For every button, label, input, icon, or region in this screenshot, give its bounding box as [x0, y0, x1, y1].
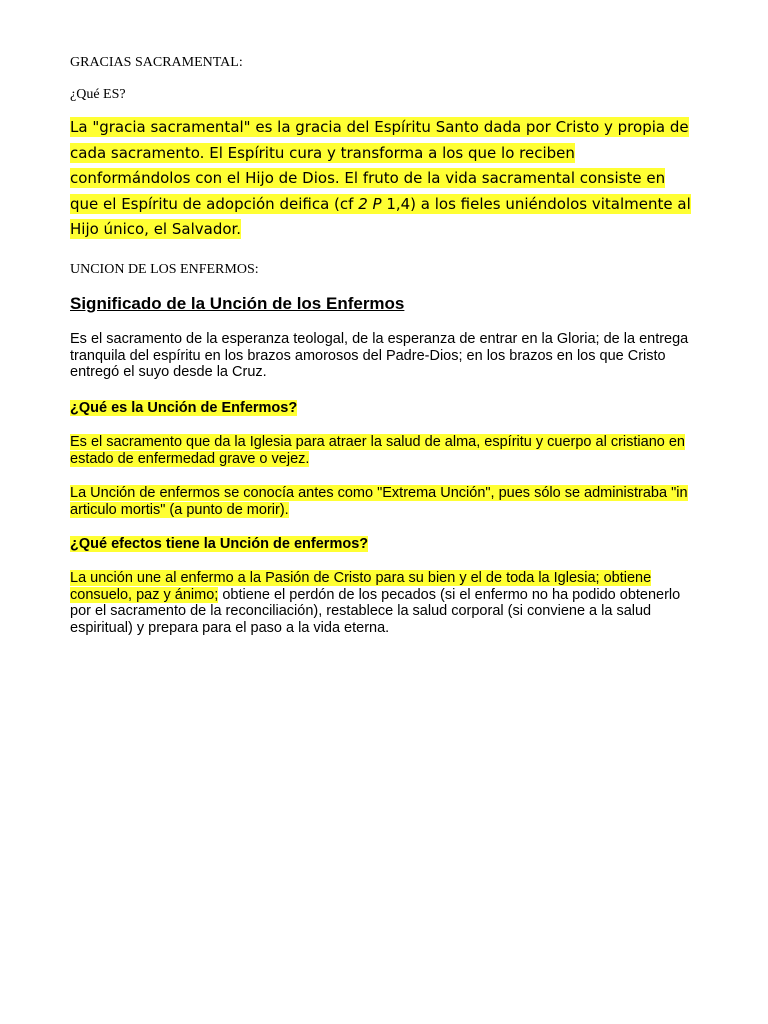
answer-2-highlight: La unción une al enfermo a la Pasión de Cristo para su bien y el de toda la Iglesia; obtiene consuelo, paz y ánimo;	[70, 570, 652, 603]
definition-text	[70, 117, 691, 239]
section-title: Significado de la Unción de los Enfermos	[70, 294, 405, 313]
definition-part2: 1,4) a los fieles uniéndolos vitalmente al Hijo único, el Salvador.	[70, 194, 691, 238]
answer-1-paragraph-1	[70, 434, 694, 467]
question-heading: ¿Qué ES?	[70, 87, 126, 102]
page-title: GRACIAS SACRAMENTAL:	[70, 55, 243, 70]
question-1	[70, 400, 694, 417]
answer-1-paragraph-2	[70, 485, 694, 518]
answer-1-text-1: Es el sacramento que da la Iglesia para atraer la salud de alma, espíritu y cuerpo al cristiano en estado de enfermedad grave o vejez.	[70, 434, 685, 467]
answer-2-paragraph	[70, 570, 694, 636]
intro-paragraph: Es el sacramento de la esperanza teologal, de la esperanza de entrar en la Gloria; de la entrega tranquila del espíritu en los brazos amorosos del Padre-Dios; en los brazos en los que Cristo entregó el suyo desde la Cruz.	[70, 331, 689, 380]
answer-1-text-2: La Unción de enfermos se conocía antes como "Extrema Unción", pues sólo se administraba "in articulo mortis" (a punto de morir).	[70, 485, 688, 518]
definition-paragraph	[70, 115, 694, 243]
citation: 2 P	[358, 194, 382, 213]
question-1-text: ¿Qué es la Unción de Enfermos?	[70, 400, 298, 416]
definition-part1: La "gracia sacramental" es la gracia del Espíritu Santo dada por Cristo y propia de cada sacramento. El Espíritu cura y transforma a los que lo reciben conformándolos con el Hijo de Dios. El fruto de la vida sacramental consiste en que el Espíritu de adopción deifica (cf	[70, 118, 689, 213]
answer-2-rest: obtiene el perdón de los pecados (si el enfermo no ha podido obtenerlo por el sacramento de la reconciliación), restablece la salud corporal (si conviene a la salud espiritual) y prepara para el paso a la vida eterna.	[70, 586, 681, 636]
question-2	[70, 536, 694, 553]
section-label: UNCION DE LOS ENFERMOS:	[70, 262, 259, 277]
question-2-text: ¿Qué efectos tiene la Unción de enfermos?	[70, 536, 369, 552]
